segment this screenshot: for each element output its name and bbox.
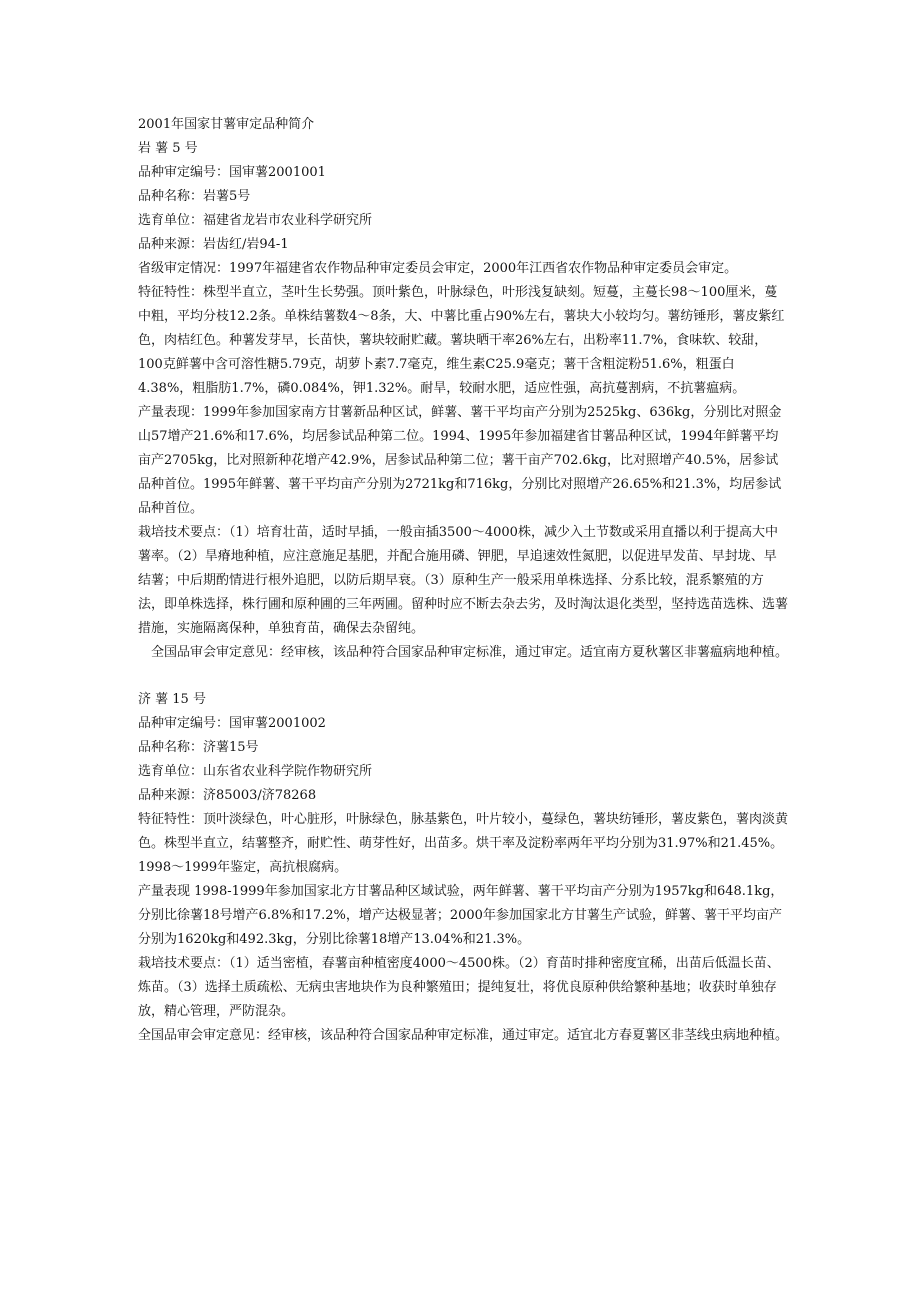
document-title: 2001年国家甘薯审定品种简介 <box>138 117 315 132</box>
provincial-approval: 省级审定情况：1997年福建省农作物品种审定委员会审定，2000年江西省农作物品种审定委员会审定。 <box>138 261 738 276</box>
variety-section-yanshu5 <box>138 137 788 665</box>
variety-origin: 品种来源：济85003/济78268 <box>138 788 317 803</box>
variety-heading: 济 薯 15 号 <box>138 692 206 707</box>
approval-opinion-paragraph: 全国品审会审定意见：经审核，该品种符合国家品种审定标准，通过审定。适宜北方春夏薯区非茎线虫病地种植。 <box>138 1028 789 1043</box>
breeding-unit: 选育单位：福建省龙岩市农业科学研究所 <box>138 213 373 228</box>
section-spacer <box>138 665 788 688</box>
variety-origin: 品种来源：岩齿红/岩94-1 <box>138 237 289 252</box>
document-page <box>138 113 788 1048</box>
characteristics-paragraph: 特征特性：株型半直立，茎叶生长势强。顶叶紫色，叶脉绿色，叶形浅复缺刻。短蔓，主蔓长98～100厘米，蔓中粗，平均分枝12.2条。单株结薯数4～8条，大、中薯比重占90%左右，薯块大小较均匀。薯纺锤形，薯皮紫红色，肉桔红色。种薯发芽早，长苗快，薯块较耐贮藏。薯块晒干率26%左右，出粉率11.7%，食味软、较甜，100克鲜薯中含可溶性糖5.79克，胡萝卜素7.7毫克，维生素C25.9毫克；薯干含粗淀粉51.6%，粗蛋白4.38%，粗脂肪1.7%，磷0.084%，钾1.32%。耐旱，较耐水肥，适应性强，高抗蔓割病，不抗薯瘟病。 <box>138 285 785 396</box>
variety-heading: 岩 薯 5 号 <box>138 141 198 156</box>
variety-name: 品种名称：岩薯5号 <box>138 189 251 204</box>
variety-name: 品种名称：济薯15号 <box>138 740 259 755</box>
approval-opinion-paragraph: 全国品审会审定意见：经审核，该品种符合国家品种审定标准，通过审定。适宜南方夏秋薯区非薯瘟病地种植。 <box>151 645 789 660</box>
breeding-unit: 选育单位：山东省农业科学院作物研究所 <box>138 764 373 779</box>
cultivation-paragraph: 栽培技术要点：（1）适当密植，春薯亩种植密度4000～4500株。（2）育苗时排种密度宜稀，出苗后低温长苗、炼苗。（3）选择土质疏松、无病虫害地块作为良种繁殖田；提纯复壮，将优良原种供给繁种基地；收获时单独存放，精心管理，严防混杂。 <box>138 956 780 1019</box>
approval-number: 品种审定编号：国审薯2001001 <box>138 165 326 180</box>
characteristics-paragraph: 特征特性：顶叶淡绿色，叶心脏形，叶脉绿色，脉基紫色，叶片较小，蔓绿色，薯块纺锤形，薯皮紫色，薯肉淡黄色。株型半直立，结薯整齐，耐贮性、萌芽性好，出苗多。烘干率及淀粉率两年平均分别为31.97%和21.45%。1998～1999年鉴定，高抗根腐病。 <box>138 812 789 875</box>
yield-paragraph: 产量表现：1999年参加国家南方甘薯新品种区试，鲜薯、薯干平均亩产分别为2525kg、636kg，分别比对照金山57增产21.6%和17.6%，均居参试品种第二位。1994、1995年参加福建省甘薯品种区试，1994年鲜薯平均亩产2705kg，比对照新种花增产42.9%，居参试品种第二位；薯干亩产702.6kg，比对照增产40.5%，居参试品种首位。1995年鲜薯、薯干平均亩产分别为2721kg和716kg，分别比对照增产26.65%和21.3%，均居参试品种首位。 <box>138 405 782 516</box>
variety-section-jishu15 <box>138 688 788 1048</box>
yield-paragraph: 产量表现 1998-1999年参加国家北方甘薯品种区域试验，两年鲜薯、薯干平均亩产分别为1957kg和648.1kg，分别比徐薯18号增产6.8%和17.2%，增产达极显著；2000年参加国家北方甘薯生产试验，鲜薯、薯干平均亩产分别为1620kg和492.3kg，分别比徐薯18增产13.04%和21.3%。 <box>138 884 784 947</box>
cultivation-paragraph: 栽培技术要点：（1）培育壮苗，适时早插，一般亩插3500～4000株，减少入土节数或采用直播以利于提高大中薯率。（2）旱瘠地种植，应注意施足基肥，并配合施用磷、钾肥，早追速效性氮肥，以促进早发苗、早封垅、早结薯；中后期酌情进行根外追肥，以防后期早衰。（3）原种生产一般采用单株选择、分系比较，混系繁殖的方法，即单株选择，株行圃和原种圃的三年两圃。留种时应不断去杂去劣，及时淘汰退化类型，坚持选苗选株、选薯措施，实施隔离保种，单独育苗，确保去杂留纯。 <box>138 525 789 636</box>
approval-number: 品种审定编号：国审薯2001002 <box>138 716 326 731</box>
